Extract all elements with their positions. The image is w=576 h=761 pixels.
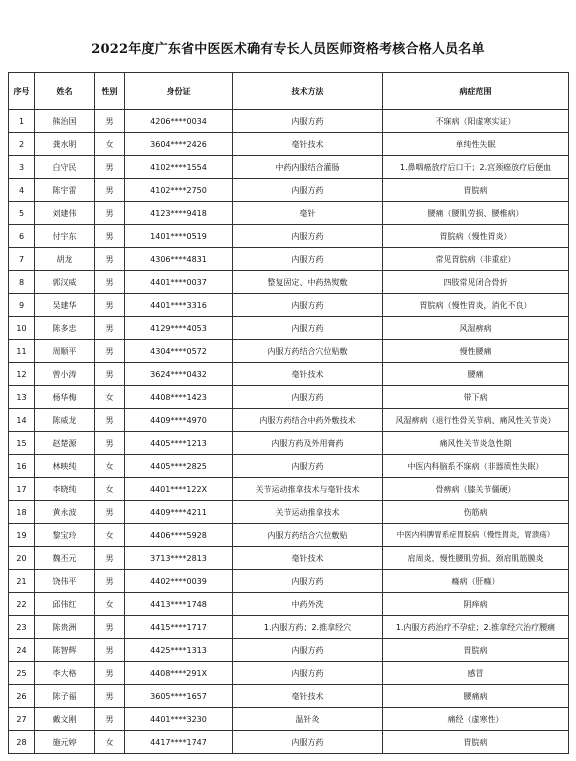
cell-name: 陈宇雷 — [35, 179, 95, 202]
cell-id-card: 4102****1554 — [125, 156, 233, 179]
table-row — [9, 478, 569, 501]
cell-disease-scope: 不寐病（阳虚寒实证） — [383, 110, 569, 133]
cell-disease-scope: 腰痛病 — [383, 685, 569, 708]
cell-disease-scope: 常见胃脘病（非重症） — [383, 248, 569, 271]
cell-technique: 内服方药 — [233, 570, 383, 593]
cell-gender: 男 — [95, 317, 125, 340]
table-row — [9, 501, 569, 524]
cell-name: 施元婷 — [35, 731, 95, 754]
table-row — [9, 616, 569, 639]
cell-id-card: 4405****2825 — [125, 455, 233, 478]
cell-gender: 女 — [95, 386, 125, 409]
cell-index: 24 — [9, 639, 35, 662]
cell-technique: 中药外洗 — [233, 593, 383, 616]
cell-disease-scope: 肩周炎、慢性腰肌劳损、颈肩肌筋膜炎 — [383, 547, 569, 570]
table-row — [9, 179, 569, 202]
cell-name: 吴建华 — [35, 294, 95, 317]
cell-id-card: 4129****4053 — [125, 317, 233, 340]
cell-name: 龚水明 — [35, 133, 95, 156]
cell-id-card: 4401****0037 — [125, 271, 233, 294]
cell-index: 14 — [9, 409, 35, 432]
table-row — [9, 340, 569, 363]
cell-gender: 男 — [95, 662, 125, 685]
cell-technique: 关节运动推拿技术 — [233, 501, 383, 524]
cell-name: 曾小涛 — [35, 363, 95, 386]
cell-technique: 内服方药及外用膏药 — [233, 432, 383, 455]
cell-technique: 毫针技术 — [233, 547, 383, 570]
cell-index: 18 — [9, 501, 35, 524]
cell-technique: 毫针 — [233, 202, 383, 225]
cell-id-card: 4408****291X — [125, 662, 233, 685]
cell-disease-scope: 胃脘病（慢性胃炎） — [383, 225, 569, 248]
cell-name: 林映纯 — [35, 455, 95, 478]
cell-index: 9 — [9, 294, 35, 317]
cell-gender: 男 — [95, 570, 125, 593]
cell-id-card: 4401****3230 — [125, 708, 233, 731]
cell-disease-scope: 1.内服方药治疗不孕症；2.推拿经穴治疗腰痛 — [383, 616, 569, 639]
cell-technique: 内服方药 — [233, 110, 383, 133]
table-header-row — [9, 73, 569, 110]
cell-technique: 内服方药 — [233, 386, 383, 409]
table-row — [9, 662, 569, 685]
cell-name: 陈智辉 — [35, 639, 95, 662]
table-row — [9, 156, 569, 179]
cell-id-card: 4123****9418 — [125, 202, 233, 225]
table-row — [9, 524, 569, 547]
table-row — [9, 593, 569, 616]
cell-gender: 男 — [95, 708, 125, 731]
cell-name: 白守民 — [35, 156, 95, 179]
cell-disease-scope: 阴痒病 — [383, 593, 569, 616]
cell-technique: 内服方药 — [233, 455, 383, 478]
cell-disease-scope: 胃脘病 — [383, 731, 569, 754]
cell-gender: 男 — [95, 225, 125, 248]
cell-name: 郭汉威 — [35, 271, 95, 294]
cell-gender: 男 — [95, 340, 125, 363]
cell-index: 7 — [9, 248, 35, 271]
cell-name: 李大格 — [35, 662, 95, 685]
cell-disease-scope: 腰痛 — [383, 363, 569, 386]
cell-technique: 内服方药 — [233, 294, 383, 317]
cell-gender: 男 — [95, 547, 125, 570]
cell-gender: 男 — [95, 110, 125, 133]
cell-id-card: 4402****0039 — [125, 570, 233, 593]
column-header-name: 姓名 — [35, 73, 95, 110]
cell-index: 23 — [9, 616, 35, 639]
cell-index: 21 — [9, 570, 35, 593]
cell-name: 陈多忠 — [35, 317, 95, 340]
cell-index: 28 — [9, 731, 35, 754]
cell-gender: 男 — [95, 409, 125, 432]
cell-name: 陈子福 — [35, 685, 95, 708]
cell-id-card: 3713****2813 — [125, 547, 233, 570]
cell-id-card: 4408****1423 — [125, 386, 233, 409]
cell-id-card: 4102****2750 — [125, 179, 233, 202]
cell-gender: 男 — [95, 156, 125, 179]
cell-technique: 中药内服结合灌肠 — [233, 156, 383, 179]
cell-gender: 男 — [95, 639, 125, 662]
cell-index: 17 — [9, 478, 35, 501]
cell-technique: 毫针技术 — [233, 133, 383, 156]
cell-name: 陈贵洲 — [35, 616, 95, 639]
cell-name: 胡龙 — [35, 248, 95, 271]
column-header-technique: 技术方法 — [233, 73, 383, 110]
cell-id-card: 4401****3316 — [125, 294, 233, 317]
cell-gender: 男 — [95, 616, 125, 639]
cell-index: 6 — [9, 225, 35, 248]
cell-gender: 男 — [95, 248, 125, 271]
cell-technique: 温针灸 — [233, 708, 383, 731]
cell-name: 黄永波 — [35, 501, 95, 524]
cell-technique: 内服方药结合中药外敷技术 — [233, 409, 383, 432]
table-row — [9, 271, 569, 294]
cell-id-card: 4415****1717 — [125, 616, 233, 639]
cell-name: 李晓纯 — [35, 478, 95, 501]
cell-index: 4 — [9, 179, 35, 202]
table-row — [9, 386, 569, 409]
cell-disease-scope: 痛风性关节炎急性期 — [383, 432, 569, 455]
cell-gender: 女 — [95, 455, 125, 478]
cell-gender: 男 — [95, 271, 125, 294]
table-row — [9, 639, 569, 662]
cell-id-card: 4401****122X — [125, 478, 233, 501]
cell-index: 10 — [9, 317, 35, 340]
cell-index: 2 — [9, 133, 35, 156]
cell-disease-scope: 慢性腰痛 — [383, 340, 569, 363]
cell-index: 26 — [9, 685, 35, 708]
cell-name: 刘建伟 — [35, 202, 95, 225]
cell-name: 黎宝玲 — [35, 524, 95, 547]
cell-gender: 男 — [95, 294, 125, 317]
cell-gender: 女 — [95, 593, 125, 616]
column-header-gender: 性别 — [95, 73, 125, 110]
table-row — [9, 317, 569, 340]
table-row — [9, 455, 569, 478]
cell-id-card: 4405****1213 — [125, 432, 233, 455]
cell-name: 陈威龙 — [35, 409, 95, 432]
cell-id-card: 1401****0519 — [125, 225, 233, 248]
table-row — [9, 248, 569, 271]
cell-id-card: 4413****1748 — [125, 593, 233, 616]
cell-disease-scope: 单纯性失眠 — [383, 133, 569, 156]
table-row — [9, 202, 569, 225]
cell-index: 22 — [9, 593, 35, 616]
cell-gender: 男 — [95, 202, 125, 225]
cell-disease-scope: 伤筋病 — [383, 501, 569, 524]
cell-disease-scope: 胃脘病 — [383, 179, 569, 202]
table-row — [9, 547, 569, 570]
cell-id-card: 4409****4970 — [125, 409, 233, 432]
cell-disease-scope: 风湿痹病（退行性骨关节病、痛风性关节炎） — [383, 409, 569, 432]
table-row — [9, 363, 569, 386]
column-header-disease-scope: 病症范围 — [383, 73, 569, 110]
table-row — [9, 570, 569, 593]
cell-index: 25 — [9, 662, 35, 685]
cell-technique: 内服方药 — [233, 639, 383, 662]
table-row — [9, 685, 569, 708]
cell-technique: 内服方药 — [233, 317, 383, 340]
table-row — [9, 294, 569, 317]
cell-gender: 女 — [95, 524, 125, 547]
cell-id-card: 4306****4831 — [125, 248, 233, 271]
cell-gender: 女 — [95, 731, 125, 754]
cell-technique: 1.内服方药；2.推拿经穴 — [233, 616, 383, 639]
cell-id-card: 4425****1313 — [125, 639, 233, 662]
table-row — [9, 432, 569, 455]
cell-index: 3 — [9, 156, 35, 179]
cell-index: 11 — [9, 340, 35, 363]
cell-index: 20 — [9, 547, 35, 570]
cell-disease-scope: 四肢常见闭合骨折 — [383, 271, 569, 294]
cell-disease-scope: 中医内科脑系不寐病（非器质性失眠） — [383, 455, 569, 478]
cell-name: 饶伟平 — [35, 570, 95, 593]
cell-index: 12 — [9, 363, 35, 386]
cell-disease-scope: 中医内科脾胃系症胃脘病（慢性胃炎，胃溃疡） — [383, 524, 569, 547]
cell-technique: 毫针技术 — [233, 363, 383, 386]
cell-id-card: 4417****1747 — [125, 731, 233, 754]
cell-name: 戴文刚 — [35, 708, 95, 731]
cell-technique: 内服方药 — [233, 179, 383, 202]
cell-disease-scope: 带下病 — [383, 386, 569, 409]
column-header-id-card: 身份证 — [125, 73, 233, 110]
qualified-personnel-table — [8, 72, 569, 754]
cell-technique: 内服方药结合穴位敷贴 — [233, 524, 383, 547]
page-title: 2022年度广东省中医医术确有专长人员医师资格考核合格人员名单 — [91, 42, 485, 57]
cell-name: 周顺平 — [35, 340, 95, 363]
cell-gender: 女 — [95, 133, 125, 156]
cell-id-card: 3605****1657 — [125, 685, 233, 708]
cell-gender: 男 — [95, 501, 125, 524]
cell-technique: 内服方药 — [233, 662, 383, 685]
cell-disease-scope: 1.鼻咽癌放疗后口干；2.宫颈癌放疗后便血 — [383, 156, 569, 179]
cell-gender: 男 — [95, 363, 125, 386]
cell-id-card: 4406****5928 — [125, 524, 233, 547]
cell-id-card: 4409****4211 — [125, 501, 233, 524]
cell-disease-scope: 胃脘病 — [383, 639, 569, 662]
cell-disease-scope: 腰痛（腰肌劳损、腰椎病） — [383, 202, 569, 225]
cell-id-card: 3604****2426 — [125, 133, 233, 156]
column-header-index: 序号 — [9, 73, 35, 110]
table-row — [9, 110, 569, 133]
cell-name: 付宇东 — [35, 225, 95, 248]
cell-technique: 内服方药 — [233, 248, 383, 271]
cell-name: 杨华梅 — [35, 386, 95, 409]
cell-technique: 毫针技术 — [233, 685, 383, 708]
cell-index: 27 — [9, 708, 35, 731]
cell-disease-scope: 痛经（虚寒性） — [383, 708, 569, 731]
table-row — [9, 708, 569, 731]
table-row — [9, 133, 569, 156]
cell-gender: 男 — [95, 432, 125, 455]
cell-technique: 整复固定、中药热熨敷 — [233, 271, 383, 294]
cell-disease-scope: 风湿痹病 — [383, 317, 569, 340]
cell-index: 8 — [9, 271, 35, 294]
table-body — [9, 110, 569, 754]
cell-technique: 关节运动推拿技术与毫针技术 — [233, 478, 383, 501]
cell-technique: 内服方药 — [233, 225, 383, 248]
cell-index: 15 — [9, 432, 35, 455]
table-row — [9, 225, 569, 248]
cell-gender: 男 — [95, 179, 125, 202]
cell-index: 19 — [9, 524, 35, 547]
cell-technique: 内服方药结合穴位贴敷 — [233, 340, 383, 363]
cell-id-card: 3624****0432 — [125, 363, 233, 386]
cell-index: 13 — [9, 386, 35, 409]
cell-name: 熊治国 — [35, 110, 95, 133]
cell-disease-scope: 胃脘病（慢性胃炎，消化不良） — [383, 294, 569, 317]
cell-gender: 男 — [95, 685, 125, 708]
cell-disease-scope: 感冒 — [383, 662, 569, 685]
cell-index: 5 — [9, 202, 35, 225]
cell-name: 魏丕元 — [35, 547, 95, 570]
cell-id-card: 4206****0034 — [125, 110, 233, 133]
cell-id-card: 4304****0572 — [125, 340, 233, 363]
cell-name: 赵楚源 — [35, 432, 95, 455]
cell-disease-scope: 骨痹病（膝关节僵硬） — [383, 478, 569, 501]
cell-index: 16 — [9, 455, 35, 478]
cell-index: 1 — [9, 110, 35, 133]
cell-name: 邱伟红 — [35, 593, 95, 616]
cell-gender: 女 — [95, 478, 125, 501]
table-row — [9, 409, 569, 432]
cell-disease-scope: 癃病（肝癃） — [383, 570, 569, 593]
cell-technique: 内服方药 — [233, 731, 383, 754]
table-row — [9, 731, 569, 754]
